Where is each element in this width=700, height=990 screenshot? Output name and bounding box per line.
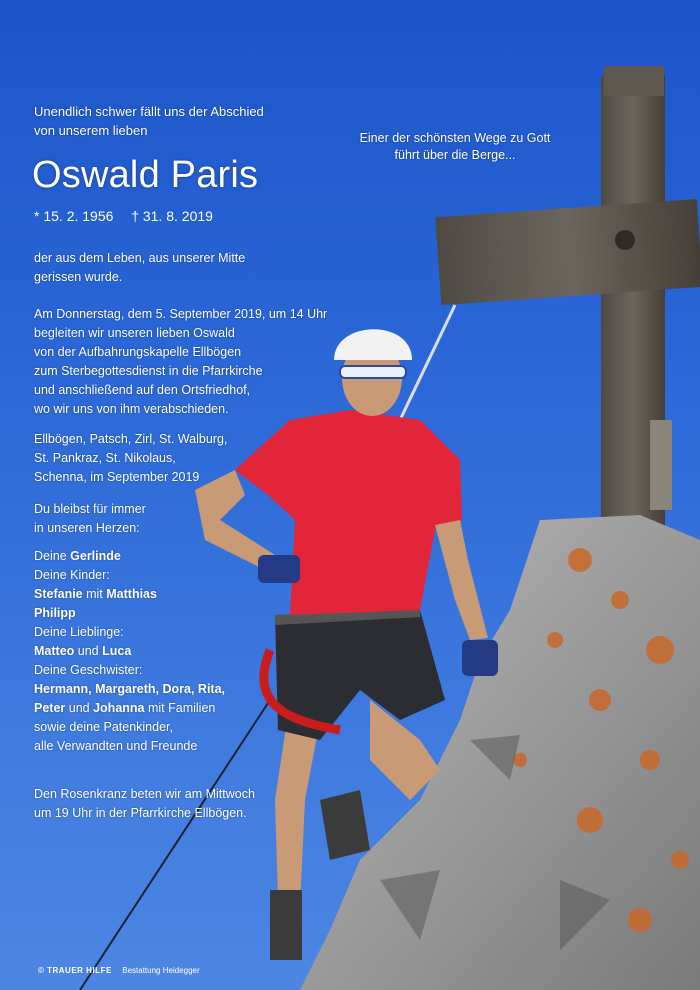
farewell-line-2: in unseren Herzen:: [34, 521, 140, 535]
intro-line-2: von unserem lieben: [34, 123, 148, 138]
children-label: Deine Kinder:: [34, 568, 110, 582]
quote-line-1: Einer der schönsten Wege zu Gott: [359, 131, 551, 145]
wife-name: Gerlinde: [70, 549, 121, 563]
places-line-1: Ellbögen, Patsch, Zirl, St. Walburg,: [34, 432, 228, 446]
funeral-line-5: und anschließend auf den Ortsfriedhof,: [34, 383, 251, 397]
grandchildren-label: Deine Lieblinge:: [34, 625, 124, 639]
funeral-line-4: zum Sterbegottesdienst in die Pfarrkirche: [34, 364, 263, 378]
funeral-text: [34, 305, 327, 419]
farewell-text: [34, 500, 146, 538]
passage-line-2: gerissen wurde.: [34, 270, 123, 284]
children-line-2: Philipp: [34, 606, 76, 620]
passage-text: [34, 249, 245, 287]
relatives-line: alle Verwandten und Freunde: [34, 739, 198, 753]
intro-text: [34, 102, 264, 140]
family-list: [34, 547, 225, 756]
footer-brand: © TRAUER HILFE: [38, 966, 112, 975]
wife-line: Deine Gerlinde: [34, 549, 121, 563]
deceased-name: Oswald Paris: [32, 154, 259, 196]
quote-line-2: führt über die Berge...: [394, 148, 516, 162]
funeral-line-3: von der Aufbahrungskapelle Ellbögen: [34, 345, 242, 359]
funeral-line-2: begleiten wir unseren lieben Oswald: [34, 326, 235, 340]
godchildren-line: sowie deine Patenkinder,: [34, 720, 173, 734]
rosary-line-1: Den Rosenkranz beten wir am Mittwoch: [34, 787, 255, 801]
footer-company: Bestattung Heidegger: [122, 966, 200, 975]
intro-line-1: Unendlich schwer fällt uns der Abschied: [34, 104, 264, 119]
memorial-quote: [355, 130, 555, 164]
birth-date: * 15. 2. 1956: [34, 208, 114, 224]
siblings-line-2: Peter und Johanna mit Familien: [34, 701, 216, 715]
siblings-label: Deine Geschwister:: [34, 663, 143, 677]
children-line-1: Stefanie mit Matthias: [34, 587, 157, 601]
places-line-2: St. Pankraz, St. Nikolaus,: [34, 451, 176, 465]
rosary-text: [34, 785, 255, 823]
footer: [38, 966, 200, 975]
life-dates: [34, 205, 213, 227]
passage-line-1: der aus dem Leben, aus unserer Mitte: [34, 251, 246, 265]
rosary-line-2: um 19 Uhr in der Pfarrkirche Ellbögen.: [34, 806, 247, 820]
farewell-line-1: Du bleibst für immer: [34, 502, 146, 516]
places-line-3: Schenna, im September 2019: [34, 470, 200, 484]
places-text: [34, 430, 227, 487]
funeral-line-6: wo wir uns von ihm verabschieden.: [34, 402, 229, 416]
funeral-line-1: Am Donnerstag, dem 5. September 2019, um 14 Uhr: [34, 307, 328, 321]
grandchildren-line: Matteo und Luca: [34, 644, 132, 658]
death-date: † 31. 8. 2019: [131, 208, 213, 224]
siblings-line-1: Hermann, Margareth, Dora, Rita,: [34, 682, 226, 696]
